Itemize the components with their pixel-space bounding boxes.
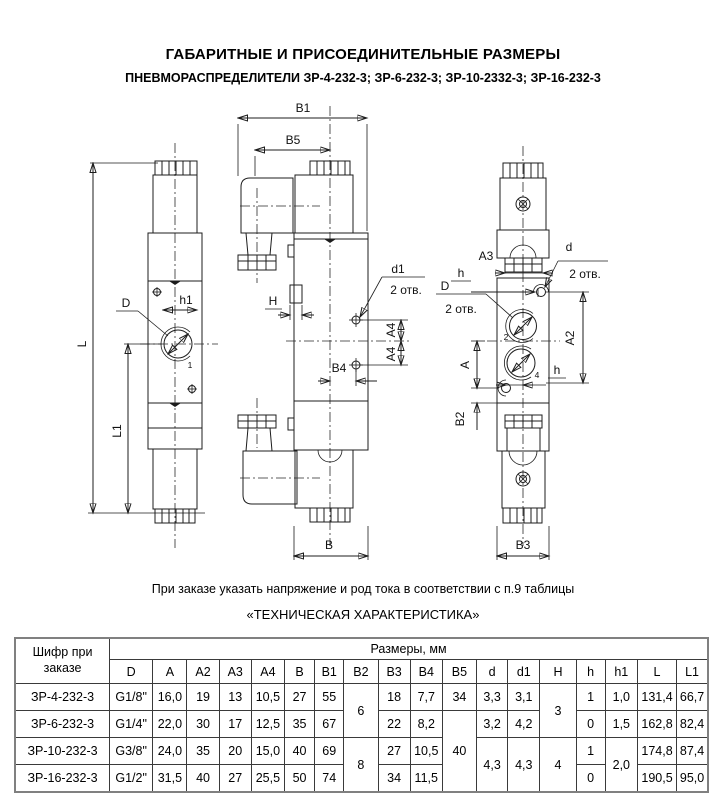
- dim-D-left-label: D: [121, 296, 131, 310]
- cell-D: G3/8": [110, 738, 153, 765]
- page-title: ГАБАРИТНЫЕ И ПРИСОЕДИНИТЕЛЬНЫЕ РАЗМЕРЫ: [165, 46, 561, 63]
- dim-H-label: H: [268, 294, 278, 308]
- dim-D-right-label: D: [440, 279, 450, 293]
- sizes-header: Размеры, мм: [110, 638, 708, 660]
- cell-h: 1: [576, 684, 605, 711]
- dim-B4-label: B4: [331, 361, 347, 375]
- holes-note-right-top: 2 отв.: [569, 267, 601, 281]
- cell-A4: 12,5: [251, 711, 284, 738]
- cell-code: ЗР-6-232-3: [15, 711, 110, 738]
- cell-L1: 87,4: [677, 738, 708, 765]
- cell-B: 27: [284, 684, 314, 711]
- cell-L1: 82,4: [677, 711, 708, 738]
- dim-A2-label: A2: [563, 330, 577, 346]
- port-1-label: 1: [187, 360, 193, 370]
- cell-h: 1: [576, 738, 605, 765]
- page-subtitle: ПНЕВМОРАСПРЕДЕЛИТЕЛИ ЗР-4-232-3; ЗР-6-232-3; ЗР-10-2332-3; ЗР-16-232-3: [125, 71, 601, 85]
- cell-A4: 25,5: [251, 765, 284, 793]
- dim-A-label: A: [458, 360, 472, 370]
- cell-B2: 6: [344, 684, 378, 738]
- cell-h1: 1,5: [605, 711, 637, 738]
- cell-d1: 4,3: [508, 738, 540, 793]
- dim-L-label: L: [75, 340, 89, 348]
- cell-A2: 40: [187, 765, 219, 793]
- cell-B1: 55: [315, 684, 344, 711]
- col-header-h1: h1: [605, 660, 637, 684]
- dim-B3-label: B3: [515, 538, 531, 552]
- cell-B1: 67: [315, 711, 344, 738]
- dim-A3-label: A3: [478, 249, 494, 263]
- cell-A2: 19: [187, 684, 219, 711]
- dim-L1-label: L1: [110, 424, 124, 438]
- col-header-H: H: [540, 660, 576, 684]
- cell-B1: 69: [315, 738, 344, 765]
- col-header-A4: A4: [251, 660, 284, 684]
- dim-A4-upper-label: A4: [384, 322, 398, 338]
- cell-B5: 40: [442, 711, 476, 793]
- cell-A: 16,0: [153, 684, 187, 711]
- cell-A3: 27: [219, 765, 251, 793]
- cell-B: 50: [284, 765, 314, 793]
- col-header-B4: B4: [410, 660, 442, 684]
- col-header-B3: B3: [378, 660, 410, 684]
- dim-d-label: d: [565, 240, 573, 254]
- cell-d: 3,3: [477, 684, 508, 711]
- side-view: [436, 146, 608, 560]
- cell-B4: 8,2: [410, 711, 442, 738]
- col-header-B2: B2: [344, 660, 378, 684]
- cell-d1: 4,2: [508, 711, 540, 738]
- cell-h1: 2,0: [605, 738, 637, 793]
- code-column-header: Шифр при заказе: [15, 638, 110, 684]
- cell-D: G1/4": [110, 711, 153, 738]
- cell-L: 190,5: [637, 765, 676, 793]
- left-side-view: [75, 143, 218, 548]
- cell-L: 174,8: [637, 738, 676, 765]
- cell-B4: 7,7: [410, 684, 442, 711]
- cell-B2: 8: [344, 738, 378, 793]
- cell-L: 131,4: [637, 684, 676, 711]
- cell-B3: 27: [378, 738, 410, 765]
- dim-h-upper-label: h: [457, 266, 465, 280]
- cell-L1: 66,7: [677, 684, 708, 711]
- technical-drawing: [0, 98, 726, 576]
- port-4-label: 4: [534, 370, 540, 380]
- order-note: При заказе указать напряжение и род тока в соответствии с п.9 таблицы: [151, 582, 575, 596]
- cell-L1: 95,0: [677, 765, 708, 793]
- cell-A3: 17: [219, 711, 251, 738]
- cell-d1: 3,1: [508, 684, 540, 711]
- cell-A3: 20: [219, 738, 251, 765]
- dim-B5-label: B5: [285, 133, 301, 147]
- cell-h: 0: [576, 765, 605, 793]
- table-row: [15, 684, 708, 711]
- cell-A4: 10,5: [251, 684, 284, 711]
- col-header-L: L: [637, 660, 676, 684]
- col-header-d: d: [477, 660, 508, 684]
- col-header-A2: A2: [187, 660, 219, 684]
- cell-A: 24,0: [153, 738, 187, 765]
- dim-B2-label: B2: [453, 411, 467, 427]
- cell-D: G1/2": [110, 765, 153, 793]
- col-header-B: B: [284, 660, 314, 684]
- cell-A2: 30: [187, 711, 219, 738]
- cell-h1: 1,0: [605, 684, 637, 711]
- dim-h1-label: h1: [179, 293, 193, 307]
- col-header-B5: B5: [442, 660, 476, 684]
- holes-note-right-left: 2 отв.: [445, 302, 477, 316]
- cell-B3: 22: [378, 711, 410, 738]
- tech-characteristics-heading: «ТЕХНИЧЕСКАЯ ХАРАКТЕРИСТИКА»: [246, 607, 480, 622]
- col-header-A3: A3: [219, 660, 251, 684]
- cell-code: ЗР-4-232-3: [15, 684, 110, 711]
- col-header-L1: L1: [677, 660, 708, 684]
- cell-A: 22,0: [153, 711, 187, 738]
- cell-d: 4,3: [477, 738, 508, 793]
- cell-A4: 15,0: [251, 738, 284, 765]
- holes-note-middle: 2 отв.: [390, 283, 422, 297]
- cell-B4: 10,5: [410, 738, 442, 765]
- col-header-d1: d1: [508, 660, 540, 684]
- cell-d: 3,2: [477, 711, 508, 738]
- front-view: [238, 101, 425, 560]
- cell-B5: 34: [442, 684, 476, 711]
- cell-h: 0: [576, 711, 605, 738]
- cell-B1: 74: [315, 765, 344, 793]
- cell-A: 31,5: [153, 765, 187, 793]
- dim-A4-lower-label: A4: [384, 346, 398, 362]
- cell-B3: 34: [378, 765, 410, 793]
- cell-H: 3: [540, 684, 576, 738]
- cell-A2: 35: [187, 738, 219, 765]
- dim-d1-label: d1: [391, 262, 405, 276]
- dim-B1-label: B1: [295, 101, 311, 115]
- dim-h-lower-label: h: [553, 363, 561, 377]
- cell-A3: 13: [219, 684, 251, 711]
- cell-B3: 18: [378, 684, 410, 711]
- dim-B-label: B: [324, 538, 334, 552]
- col-header-h: h: [576, 660, 605, 684]
- dimensions-table: [14, 637, 709, 793]
- cell-B4: 11,5: [410, 765, 442, 793]
- cell-L: 162,8: [637, 711, 676, 738]
- cell-code: ЗР-10-232-3: [15, 738, 110, 765]
- cell-D: G1/8": [110, 684, 153, 711]
- cell-H: 4: [540, 738, 576, 793]
- col-header-A: A: [153, 660, 187, 684]
- cell-B: 40: [284, 738, 314, 765]
- cell-B: 35: [284, 711, 314, 738]
- table-row: [15, 738, 708, 765]
- port-2-label: 2: [503, 332, 509, 342]
- col-header-D: D: [110, 660, 153, 684]
- cell-code: ЗР-16-232-3: [15, 765, 110, 793]
- col-header-B1: B1: [315, 660, 344, 684]
